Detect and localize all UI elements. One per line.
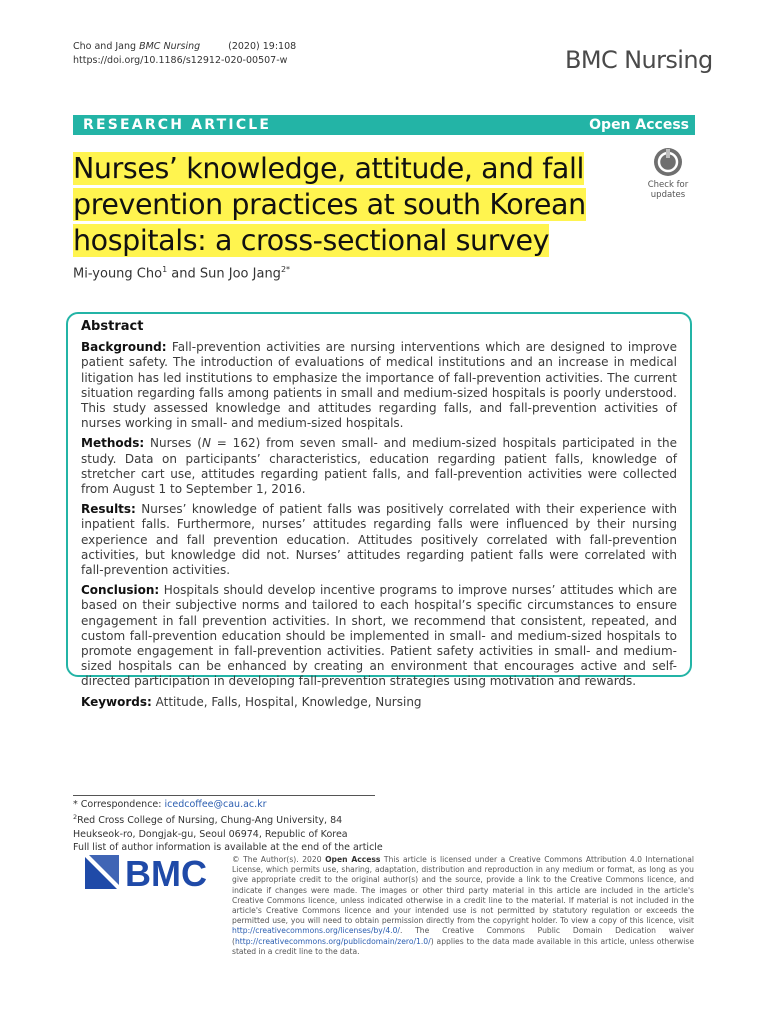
doi-link[interactable]: https://doi.org/10.1186/s12912-020-00507-w	[73, 55, 288, 66]
background-label: Background:	[81, 340, 167, 355]
methods-n: N	[201, 436, 211, 451]
affiliation-text: Red Cross College of Nursing, Chung-Ang University, 84 Heukseok-ro, Dongjak-gu, Seoul 06974, Republic of Korea	[73, 815, 348, 840]
author-2[interactable]: Sun Joo Jang	[199, 266, 281, 282]
license-text-3: ) applies to the data made available in this article, unless otherwise stated in a credit line to the data.	[232, 936, 694, 956]
check-line-1: Check for	[647, 180, 689, 190]
check-for-updates-text[interactable]	[632, 180, 704, 200]
open-access-label: Open Access	[589, 117, 689, 133]
article-type-label: RESEARCH ARTICLE	[83, 117, 272, 133]
article-title	[73, 151, 593, 259]
conclusion-text: Hospitals should develop incentive programs to improve nurses’ attitudes which are based on their subjective norms and tailored to each hospital’s specific circumstances to ensure engagement in fall prevention activities. In short, we recommend that consistent, repeated, and custom fall-prevention education should be implemented in small- and medium-sized hospitals to promote engagement in fall-prevention activities. Patient safety activities in small- and medium-sized hospitals can be enhanced by creating an environment that encourages active and self-directed participation in developing fall-prevention strategies using motivation and rewards.	[81, 583, 677, 689]
footnote-divider	[73, 795, 375, 796]
correspondence-email-link[interactable]: icedcoffee@cau.ac.kr	[164, 799, 267, 810]
results-label: Results:	[81, 502, 136, 517]
results-text: Nurses’ knowledge of patient falls was positively correlated with their experience with inpatient falls. Furthermore, nurses’ attitudes regarding falls were influenced by their nursing experience and fall prevention education. Attitudes positively correlated with fall-prevention activities, but knowledge did not. Nurses’ attitudes regarding patient falls were correlated with fall-prevention activities.	[81, 502, 677, 578]
license-text	[232, 855, 694, 957]
footnotes	[73, 798, 393, 854]
article-type-banner	[73, 115, 695, 135]
abstract-methods	[81, 436, 677, 497]
correspondence	[73, 798, 393, 811]
title-line-2: prevention practices at south Korean	[73, 188, 586, 221]
background-text: Fall-prevention activities are nursing interventions which are designed to improve patient safety. The introduction of evaluations of medical institutions and an increase in medical litigation has led institutions to emphasize the importance of fall-prevention activities. The current situation regarding falls among patients in small and medium-sized hospitals is poorly understood. This study assessed knowledge and attitudes regarding falls, and fall-prevention activities of nurses working in small- and medium-sized hospitals.	[81, 340, 677, 431]
license-link-zero[interactable]: http://creativecommons.org/publicdomain/zero/1.0/	[234, 936, 431, 946]
author-2-affil: 2*	[280, 265, 291, 274]
keywords-label: Keywords:	[81, 694, 152, 709]
abstract-keywords	[81, 695, 677, 710]
citation-line	[73, 40, 296, 54]
citation-block	[73, 40, 296, 68]
keywords-text: Attitude, Falls, Hospital, Knowledge, Nursing	[151, 694, 422, 709]
title-line-1: Nurses’ knowledge, attitude, and fall	[73, 152, 584, 185]
license-link-by[interactable]: http://creativecommons.org/licenses/by/4.0/	[232, 926, 400, 936]
citation-authors: Cho and Jang	[73, 41, 137, 52]
methods-label: Methods:	[81, 436, 145, 451]
bmc-logo-text: BMC	[125, 853, 207, 893]
journal-logo: BMC Nursing	[565, 46, 713, 74]
bmc-publisher-logo	[83, 853, 218, 897]
check-line-2: updates	[650, 190, 686, 200]
title-line-3: hospitals: a cross-sectional survey	[73, 224, 550, 257]
more-info: Full list of author information is available at the end of the article	[73, 841, 383, 853]
citation-journal: BMC Nursing	[139, 41, 201, 52]
abstract-content	[81, 319, 677, 715]
license-copyright: © The Author(s). 2020	[232, 855, 326, 864]
methods-pre: Nurses (	[144, 436, 202, 451]
author-list	[73, 265, 290, 281]
conclusion-label: Conclusion:	[81, 583, 160, 598]
license-open-access: Open Access	[325, 855, 381, 864]
abstract-results	[81, 502, 677, 578]
affiliation	[73, 811, 393, 841]
abstract-box	[66, 312, 692, 709]
license-text-2: . The Creative Commons Public Domain Dedication waiver (	[232, 926, 694, 946]
affiliation-sup: 2	[73, 813, 78, 822]
abstract-conclusion	[81, 583, 677, 689]
author-1[interactable]: Mi-young Cho	[73, 266, 163, 282]
citation-volume: (2020) 19:108	[228, 41, 297, 52]
license-text-1: This article is licensed under a Creative Commons Attribution 4.0 International License, which permits use, sharing, adaptation, distribution and reproduction in any medium or format, as long as you give appropriate credit to the original author(s) and the source, provide a link to the Creative Commons licence, and indicate if changes were made. The images or other third party material in this article are included in the article's Creative Commons licence, unless indicated otherwise in a credit line to the material. If material is not included in the article's Creative Commons licence and your intended use is not permitted by statutory regulation or exceeds the permitted use, you will need to obtain permission directly from the copyright holder. To view a copy of this licence, visit	[232, 855, 694, 926]
correspondence-label: * Correspondence:	[73, 799, 165, 810]
abstract-background	[81, 340, 677, 431]
methods-text: = 162) from seven small- and medium-sized hospitals participated in the study. Data on participants’ characteristics, education regarding patient falls, knowledge of stretcher cart use, attitudes regarding patient falls, and fall-prevention activities were collected from August 1 to September 1, 2016.	[81, 436, 677, 497]
abstract-heading: Abstract	[81, 319, 144, 334]
author-connector: and	[167, 266, 200, 282]
author-1-affil: 1	[162, 265, 168, 274]
